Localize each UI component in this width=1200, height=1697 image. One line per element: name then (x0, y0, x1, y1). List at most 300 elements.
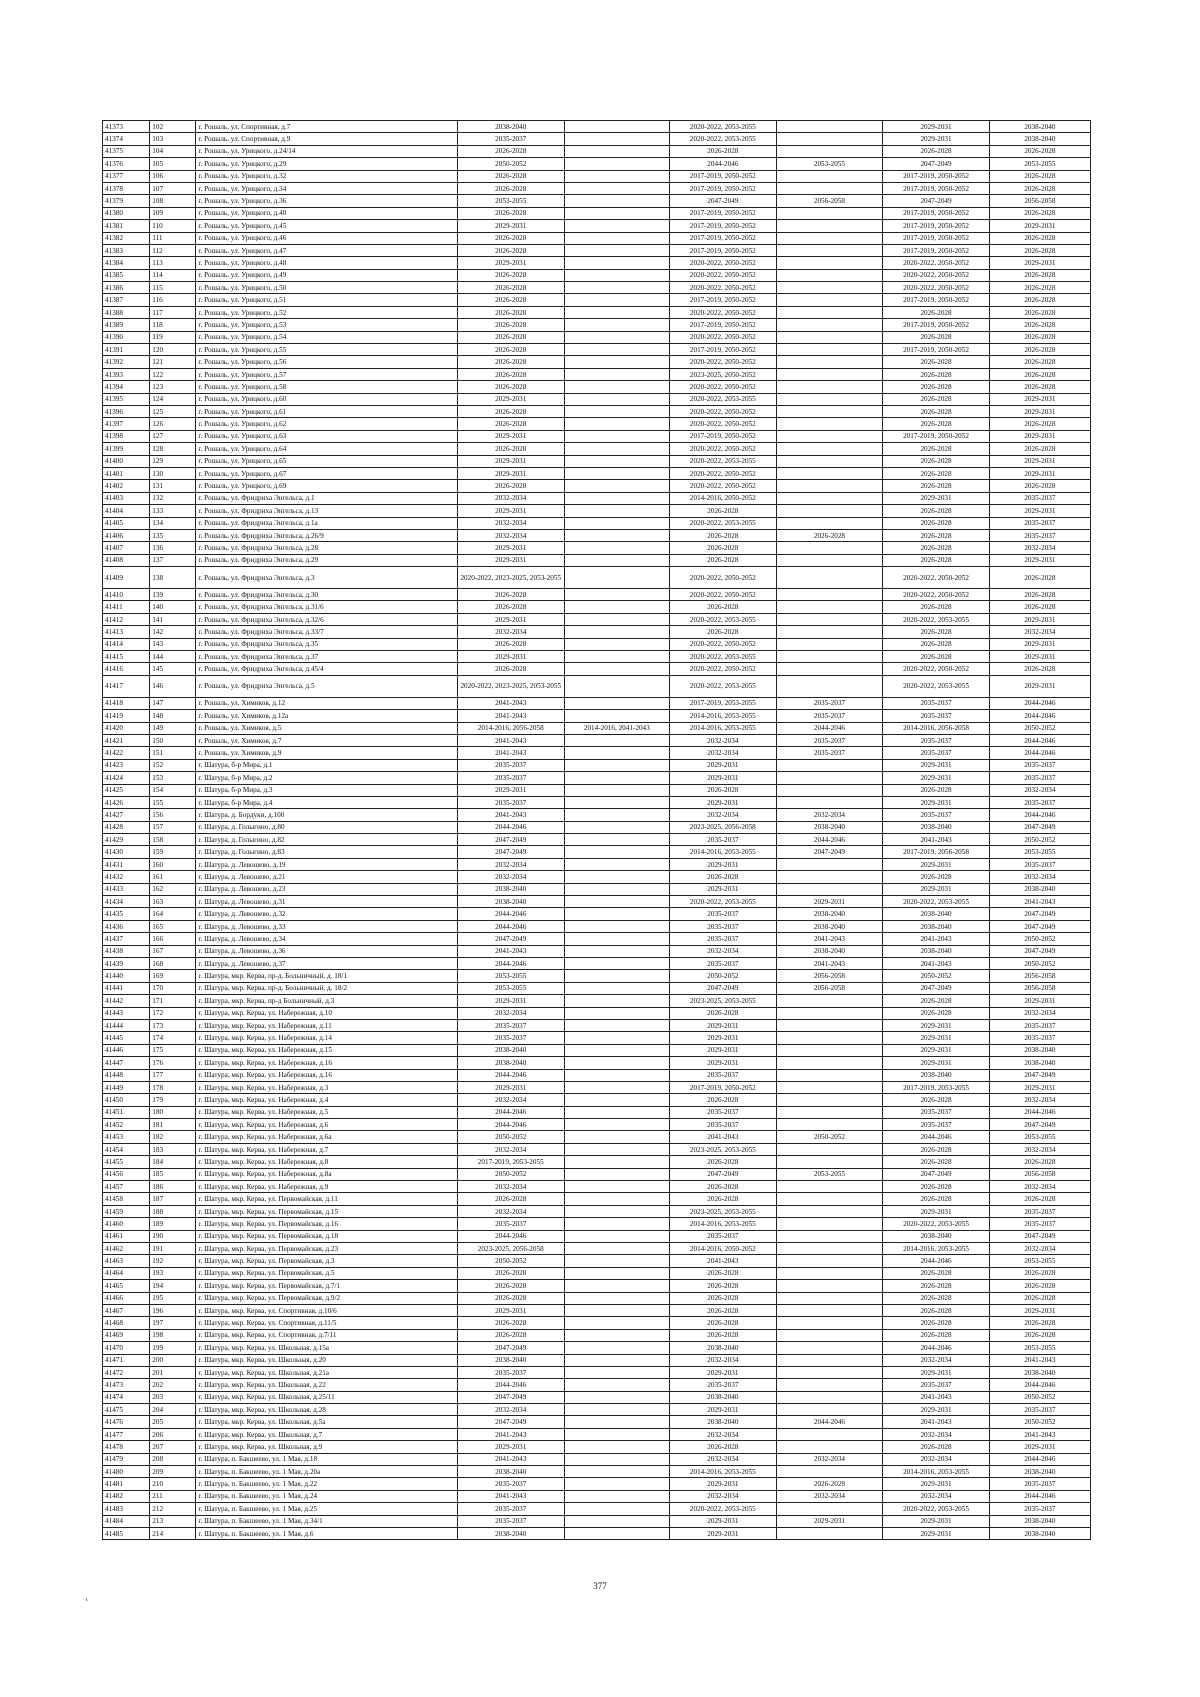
cell-row-id: 41395 (103, 393, 150, 405)
cell-row-index: 148 (150, 710, 196, 722)
cell-period-2 (564, 1007, 670, 1019)
cell-row-index: 132 (150, 492, 196, 504)
cell-address: г. Шатура, мкр. Керва, ул. Набережная, д.7 (196, 1143, 458, 1155)
cell-row-index: 140 (150, 601, 196, 613)
cell-period-3: 2014-2016, 2053-2055 (670, 710, 777, 722)
cell-period-3: 2035-2037 (670, 1069, 777, 1081)
cell-period-1: 2029-2031 (457, 467, 564, 479)
cell-period-4: 2047-2049 (776, 846, 883, 858)
cell-period-6: 2056-2058 (989, 1168, 1090, 1180)
cell-period-3: 2014-2016, 2053-2055 (670, 722, 777, 734)
cell-period-2 (564, 405, 670, 417)
table-row (103, 1230, 1091, 1242)
cell-period-2 (564, 697, 670, 709)
cell-row-id: 41428 (103, 821, 150, 833)
cell-period-6: 2029-2031 (989, 638, 1090, 650)
cell-period-6: 2029-2031 (989, 651, 1090, 663)
cell-period-2 (564, 294, 670, 306)
cell-period-5: 2032-2034 (883, 1428, 990, 1440)
table-row (103, 554, 1091, 566)
cell-period-3: 2041-2043 (670, 1255, 777, 1267)
cell-period-4: 2029-2031 (776, 896, 883, 908)
cell-period-5: 2026-2028 (883, 1007, 990, 1019)
table-row (103, 722, 1091, 734)
cell-row-index: 155 (150, 796, 196, 808)
cell-period-3: 2017-2019, 2050-2052 (670, 319, 777, 331)
cell-row-id: 41421 (103, 734, 150, 746)
cell-period-5: 2026-2028 (883, 638, 990, 650)
cell-period-1: 2026-2028 (457, 638, 564, 650)
cell-period-3: 2020-2022, 2053-2055 (670, 133, 777, 145)
cell-period-1: 2041-2043 (457, 734, 564, 746)
cell-period-1: 2026-2028 (457, 282, 564, 294)
cell-period-3: 2026-2028 (670, 871, 777, 883)
cell-period-6: 2041-2043 (989, 1354, 1090, 1366)
cell-row-index: 153 (150, 772, 196, 784)
cell-period-1: 2035-2037 (457, 1366, 564, 1378)
cell-row-id: 41381 (103, 220, 150, 232)
cell-period-1: 2038-2040 (457, 1354, 564, 1366)
cell-period-1: 2026-2028 (457, 145, 564, 157)
cell-address: г. Шатура, мкр. Керва, ул. Школьная, д.20 (196, 1354, 458, 1366)
cell-period-4 (776, 796, 883, 808)
cell-period-6: 2026-2028 (989, 356, 1090, 368)
cell-period-6: 2029-2031 (989, 554, 1090, 566)
cell-row-id: 41431 (103, 858, 150, 870)
cell-period-4 (776, 613, 883, 625)
cell-period-3: 2032-2034 (670, 945, 777, 957)
cell-period-6: 2026-2028 (989, 244, 1090, 256)
cell-row-id: 41416 (103, 663, 150, 675)
cell-period-2 (564, 269, 670, 281)
cell-period-4 (776, 772, 883, 784)
cell-address: г. Рошаль, ул. Урицкого, д.62 (196, 418, 458, 430)
cell-period-5: 2029-2031 (883, 772, 990, 784)
cell-address: г. Шатура, д. Левошево, д.37 (196, 958, 458, 970)
cell-period-2 (564, 1441, 670, 1453)
cell-address: г. Шатура, п. Бакшеево, ул. 1 Мая, д.34/1 (196, 1515, 458, 1527)
cell-period-4: 2035-2037 (776, 747, 883, 759)
cell-row-index: 114 (150, 269, 196, 281)
cell-period-1: 2026-2028 (457, 589, 564, 601)
cell-address: г. Рошаль, ул. Урицкого, д.53 (196, 319, 458, 331)
cell-period-3: 2026-2028 (670, 784, 777, 796)
cell-row-id: 41456 (103, 1168, 150, 1180)
cell-period-5: 2026-2028 (883, 145, 990, 157)
cell-period-1: 2044-2046 (457, 1106, 564, 1118)
cell-row-id: 41425 (103, 784, 150, 796)
cell-row-index: 206 (150, 1428, 196, 1440)
cell-row-index: 154 (150, 784, 196, 796)
cell-period-4 (776, 858, 883, 870)
cell-row-id: 41383 (103, 244, 150, 256)
cell-period-3: 2026-2028 (670, 1317, 777, 1329)
cell-period-4 (776, 995, 883, 1007)
cell-period-2 (564, 244, 670, 256)
cell-period-6: 2035-2037 (989, 517, 1090, 529)
cell-period-1: 2050-2052 (457, 158, 564, 170)
cell-row-index: 143 (150, 638, 196, 650)
table-row (103, 1019, 1091, 1031)
cell-period-4 (776, 1466, 883, 1478)
cell-period-3: 2020-2022, 2053-2055 (670, 651, 777, 663)
cell-period-5: 2029-2031 (883, 1205, 990, 1217)
cell-row-index: 102 (150, 121, 196, 133)
table-row (103, 958, 1091, 970)
table-row (103, 1267, 1091, 1279)
cell-address: г. Рошаль, ул. Урицкого, д.65 (196, 455, 458, 467)
cell-period-6: 2032-2034 (989, 542, 1090, 554)
cell-address: г. Шатура, мкр. Керва, пр-д. Больничный, д. 18/2 (196, 982, 458, 994)
cell-period-4 (776, 269, 883, 281)
cell-address: г. Рошаль, ул. Химиков, д.7 (196, 734, 458, 746)
cell-period-5: 2029-2031 (883, 796, 990, 808)
cell-period-3: 2026-2028 (670, 601, 777, 613)
cell-address: г. Рошаль, ул. Химиков, д.12а (196, 710, 458, 722)
cell-period-5: 2020-2022, 2050-2052 (883, 282, 990, 294)
cell-period-6: 2053-2055 (989, 846, 1090, 858)
cell-address: г. Рошаль, ул. Урицкого, д.40 (196, 207, 458, 219)
cell-row-id: 41467 (103, 1304, 150, 1316)
cell-row-id: 41374 (103, 133, 150, 145)
cell-period-4 (776, 170, 883, 182)
schedule-table (102, 120, 1091, 1540)
cell-period-5: 2020-2022, 2053-2055 (883, 1218, 990, 1230)
cell-period-4: 2038-2040 (776, 920, 883, 932)
table-row (103, 1527, 1091, 1539)
cell-address: г. Шатура, б-р Мира, д.4 (196, 796, 458, 808)
cell-period-2 (564, 1119, 670, 1131)
cell-period-6: 2050-2052 (989, 1416, 1090, 1428)
cell-row-id: 41393 (103, 368, 150, 380)
cell-period-2 (564, 257, 670, 269)
cell-period-4 (776, 1044, 883, 1056)
table-row (103, 747, 1091, 759)
cell-address: г. Шатура, д. Левошево, д.31 (196, 896, 458, 908)
cell-period-3: 2020-2022, 2053-2055 (670, 455, 777, 467)
cell-period-4 (776, 675, 883, 697)
cell-period-1: 2026-2028 (457, 443, 564, 455)
cell-row-id: 41470 (103, 1342, 150, 1354)
cell-period-4: 2044-2046 (776, 722, 883, 734)
cell-period-4 (776, 651, 883, 663)
cell-period-6: 2026-2028 (989, 381, 1090, 393)
cell-period-4 (776, 207, 883, 219)
cell-period-6: 2026-2028 (989, 319, 1090, 331)
cell-address: г. Рошаль, ул. Урицкого, д.46 (196, 232, 458, 244)
cell-period-6: 2038-2040 (989, 1466, 1090, 1478)
cell-period-2 (564, 1069, 670, 1081)
cell-period-3: 2026-2028 (670, 542, 777, 554)
cell-period-5: 2017-2019, 2050-2052 (883, 182, 990, 194)
cell-period-6: 2035-2037 (989, 1503, 1090, 1515)
cell-period-1: 2029-2031 (457, 784, 564, 796)
cell-period-4: 2053-2055 (776, 158, 883, 170)
cell-period-5: 2020-2022, 2053-2055 (883, 896, 990, 908)
cell-address: г. Рошаль, ул. Фридриха Энгельса, д.1а (196, 517, 458, 529)
cell-period-2: 2014-2016, 2041-2043 (564, 722, 670, 734)
table-row (103, 1193, 1091, 1205)
cell-period-2 (564, 846, 670, 858)
cell-period-2 (564, 331, 670, 343)
cell-period-2 (564, 1131, 670, 1143)
cell-address: г. Рошаль, ул. Фридриха Энгельса, д.1 (196, 492, 458, 504)
cell-period-1: 2026-2028 (457, 294, 564, 306)
cell-period-6: 2035-2037 (989, 858, 1090, 870)
cell-period-2 (564, 1032, 670, 1044)
cell-period-3: 2020-2022, 2053-2055 (670, 393, 777, 405)
cell-period-2 (564, 589, 670, 601)
cell-period-5: 2026-2028 (883, 455, 990, 467)
cell-period-3: 2032-2034 (670, 747, 777, 759)
cell-row-id: 41445 (103, 1032, 150, 1044)
cell-row-index: 211 (150, 1490, 196, 1502)
cell-period-2 (564, 121, 670, 133)
cell-period-4 (776, 1069, 883, 1081)
cell-address: г. Шатура, мкр. Керва, ул. Школьная, д.21а (196, 1366, 458, 1378)
cell-period-4 (776, 1007, 883, 1019)
table-row (103, 589, 1091, 601)
cell-period-1: 2032-2034 (457, 858, 564, 870)
table-row (103, 393, 1091, 405)
table-row (103, 244, 1091, 256)
cell-address: г. Шатура, мкр. Керва, ул. Набережная, д.14 (196, 1032, 458, 1044)
cell-row-id: 41385 (103, 269, 150, 281)
cell-period-4 (776, 1317, 883, 1329)
cell-period-1: 2035-2037 (457, 1019, 564, 1031)
cell-row-index: 118 (150, 319, 196, 331)
cell-period-3: 2035-2037 (670, 920, 777, 932)
cell-address: г. Шатура, мкр. Керва, ул. Школьная, д.22 (196, 1379, 458, 1391)
cell-period-3: 2035-2037 (670, 1106, 777, 1118)
cell-period-6: 2047-2049 (989, 1230, 1090, 1242)
cell-row-id: 41469 (103, 1329, 150, 1341)
cell-period-4: 2056-2058 (776, 970, 883, 982)
table-row (103, 626, 1091, 638)
cell-period-4 (776, 1019, 883, 1031)
cell-period-3: 2014-2016, 2053-2055 (670, 1466, 777, 1478)
cell-row-index: 200 (150, 1354, 196, 1366)
cell-period-2 (564, 1391, 670, 1403)
cell-period-5: 2026-2028 (883, 505, 990, 517)
cell-address: г. Шатура, мкр. Керва, ул. Набережная, д.16 (196, 1069, 458, 1081)
cell-period-2 (564, 430, 670, 442)
cell-row-id: 41450 (103, 1094, 150, 1106)
cell-address: г. Рошаль, ул. Фридриха Энгельса, д.37 (196, 651, 458, 663)
cell-period-2 (564, 1503, 670, 1515)
cell-row-index: 119 (150, 331, 196, 343)
cell-period-5: 2044-2046 (883, 1131, 990, 1143)
cell-period-6: 2044-2046 (989, 1379, 1090, 1391)
cell-period-4 (776, 1218, 883, 1230)
cell-period-4 (776, 1119, 883, 1131)
cell-period-4 (776, 1379, 883, 1391)
cell-period-6: 2026-2028 (989, 344, 1090, 356)
cell-period-6: 2047-2049 (989, 920, 1090, 932)
cell-period-2 (564, 182, 670, 194)
cell-period-5: 2017-2019, 2050-2052 (883, 344, 990, 356)
cell-period-3: 2017-2019, 2050-2052 (670, 430, 777, 442)
cell-period-6: 2026-2028 (989, 1280, 1090, 1292)
cell-address: г. Рошаль, ул. Урицкого, д.69 (196, 480, 458, 492)
cell-period-2 (564, 567, 670, 589)
table-row (103, 356, 1091, 368)
cell-period-3: 2017-2019, 2050-2052 (670, 244, 777, 256)
cell-period-6: 2035-2037 (989, 772, 1090, 784)
cell-period-3: 2017-2019, 2050-2052 (670, 220, 777, 232)
table-row (103, 1478, 1091, 1490)
cell-period-1: 2026-2028 (457, 182, 564, 194)
cell-period-1: 2029-2031 (457, 257, 564, 269)
cell-period-2 (564, 1478, 670, 1490)
cell-period-2 (564, 467, 670, 479)
table-row (103, 846, 1091, 858)
cell-row-id: 41433 (103, 883, 150, 895)
cell-period-2 (564, 529, 670, 541)
cell-row-index: 104 (150, 145, 196, 157)
cell-period-2 (564, 1057, 670, 1069)
cell-row-id: 41448 (103, 1069, 150, 1081)
table-row (103, 1391, 1091, 1403)
cell-row-index: 186 (150, 1181, 196, 1193)
cell-period-2 (564, 995, 670, 1007)
cell-row-index: 141 (150, 613, 196, 625)
cell-row-id: 41380 (103, 207, 150, 219)
cell-period-5: 2044-2046 (883, 1342, 990, 1354)
table-row (103, 1329, 1091, 1341)
cell-period-3: 2026-2028 (670, 1181, 777, 1193)
cell-period-4 (776, 1441, 883, 1453)
cell-row-id: 41466 (103, 1292, 150, 1304)
cell-period-3: 2020-2022, 2050-2052 (670, 356, 777, 368)
cell-row-index: 193 (150, 1267, 196, 1279)
cell-period-4 (776, 182, 883, 194)
table-row (103, 970, 1091, 982)
table-row (103, 920, 1091, 932)
cell-period-2 (564, 158, 670, 170)
cell-period-2 (564, 1143, 670, 1155)
cell-period-6: 2035-2037 (989, 1205, 1090, 1217)
table-row (103, 405, 1091, 417)
cell-period-3: 2020-2022, 2050-2052 (670, 282, 777, 294)
table-row (103, 697, 1091, 709)
cell-period-2 (564, 1292, 670, 1304)
cell-period-1: 2044-2046 (457, 1230, 564, 1242)
table-row (103, 908, 1091, 920)
cell-period-5: 2035-2037 (883, 710, 990, 722)
cell-period-3: 2035-2037 (670, 1379, 777, 1391)
cell-period-5: 2017-2019, 2050-2052 (883, 319, 990, 331)
cell-period-6: 2029-2031 (989, 220, 1090, 232)
table-row (103, 1218, 1091, 1230)
cell-address: г. Шатура, мкр. Керва, ул. Школьная, д.7 (196, 1428, 458, 1440)
cell-address: г. Рошаль, ул. Урицкого, д.34 (196, 182, 458, 194)
cell-period-3: 2020-2022, 2050-2052 (670, 269, 777, 281)
cell-address: г. Шатура, мкр. Керва, пр-д. Больничный, д. 18/1 (196, 970, 458, 982)
cell-period-2 (564, 1205, 670, 1217)
table-row (103, 443, 1091, 455)
cell-period-6: 2026-2028 (989, 1156, 1090, 1168)
cell-period-5: 2035-2037 (883, 809, 990, 821)
cell-row-index: 161 (150, 871, 196, 883)
cell-period-2 (564, 319, 670, 331)
cell-address: г. Шатура, мкр. Керва, ул. Набережная, д.6 (196, 1119, 458, 1131)
table-row (103, 1255, 1091, 1267)
table-row (103, 145, 1091, 157)
cell-period-2 (564, 920, 670, 932)
cell-period-1: 2029-2031 (457, 613, 564, 625)
cell-period-3: 2026-2028 (670, 1441, 777, 1453)
cell-period-6: 2026-2028 (989, 443, 1090, 455)
cell-period-5: 2026-2028 (883, 405, 990, 417)
cell-period-4 (776, 257, 883, 269)
cell-period-3: 2026-2028 (670, 145, 777, 157)
cell-row-index: 125 (150, 405, 196, 417)
cell-address: г. Шатура, мкр. Керва, ул. Спортивная, д.7/11 (196, 1329, 458, 1341)
cell-address: г. Рошаль, ул. Фридриха Энгельса, д.5 (196, 675, 458, 697)
cell-period-4 (776, 1329, 883, 1341)
cell-period-4: 2038-2040 (776, 945, 883, 957)
cell-period-2 (564, 1081, 670, 1093)
cell-period-4: 2041-2043 (776, 933, 883, 945)
table-row (103, 995, 1091, 1007)
cell-row-index: 150 (150, 734, 196, 746)
cell-period-2 (564, 1267, 670, 1279)
cell-row-index: 110 (150, 220, 196, 232)
cell-period-1: 2032-2034 (457, 626, 564, 638)
cell-period-5: 2020-2022, 2050-2052 (883, 257, 990, 269)
cell-period-4: 2035-2037 (776, 734, 883, 746)
cell-address: г. Шатура, д. Левошево, д.19 (196, 858, 458, 870)
table-row (103, 601, 1091, 613)
cell-period-1: 2032-2034 (457, 871, 564, 883)
table-row (103, 344, 1091, 356)
cell-period-2 (564, 896, 670, 908)
cell-address: г. Рошаль, ул. Фридриха Энгельса, д.45/4 (196, 663, 458, 675)
cell-row-index: 203 (150, 1391, 196, 1403)
cell-period-5: 2029-2031 (883, 858, 990, 870)
cell-row-index: 188 (150, 1205, 196, 1217)
cell-row-id: 41419 (103, 710, 150, 722)
cell-period-3: 2026-2028 (670, 1292, 777, 1304)
table-row (103, 467, 1091, 479)
cell-period-5: 2026-2028 (883, 554, 990, 566)
cell-period-2 (564, 784, 670, 796)
cell-address: г. Рошаль, ул. Урицкого, д.60 (196, 393, 458, 405)
cell-period-5: 2026-2028 (883, 1181, 990, 1193)
cell-period-4 (776, 663, 883, 675)
cell-period-4 (776, 567, 883, 589)
cell-row-id: 41412 (103, 613, 150, 625)
cell-period-4: 2041-2043 (776, 958, 883, 970)
cell-period-4 (776, 220, 883, 232)
cell-period-1: 2041-2043 (457, 710, 564, 722)
cell-period-3: 2047-2049 (670, 195, 777, 207)
cell-row-index: 214 (150, 1527, 196, 1539)
cell-row-id: 41399 (103, 443, 150, 455)
cell-row-id: 41458 (103, 1193, 150, 1205)
cell-period-2 (564, 651, 670, 663)
cell-period-2 (564, 1019, 670, 1031)
cell-row-id: 41423 (103, 759, 150, 771)
cell-period-6: 2026-2028 (989, 269, 1090, 281)
cell-address: г. Шатура, б-р Мира, д.1 (196, 759, 458, 771)
cell-row-index: 185 (150, 1168, 196, 1180)
cell-row-index: 159 (150, 846, 196, 858)
cell-period-2 (564, 356, 670, 368)
cell-period-5: 2047-2049 (883, 195, 990, 207)
cell-row-index: 165 (150, 920, 196, 932)
